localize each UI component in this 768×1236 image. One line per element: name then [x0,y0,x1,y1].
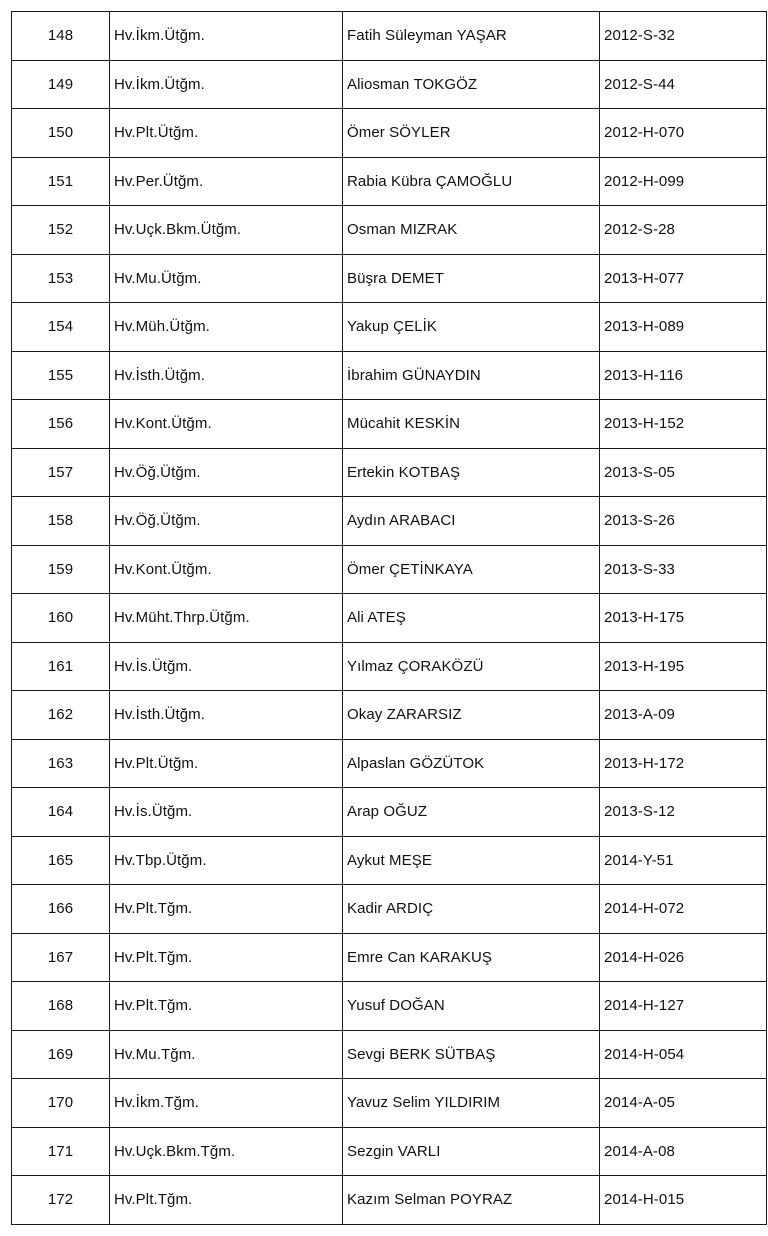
registry-code-cell: 2014-Y-51 [600,836,767,885]
row-number-cell: 165 [12,836,110,885]
full-name-cell: Ömer ÇETİNKAYA [343,545,600,594]
rank-cell: Hv.Uçk.Bkm.Ütğm. [110,206,343,255]
full-name-cell: Yavuz Selim YILDIRIM [343,1079,600,1128]
row-number-cell: 161 [12,642,110,691]
personnel-table [11,11,767,1225]
rank-cell: Hv.Öğ.Ütğm. [110,497,343,546]
rank-cell: Hv.İkm.Ütğm. [110,12,343,61]
row-number-cell: 152 [12,206,110,255]
registry-code-cell: 2013-H-175 [600,594,767,643]
row-number-cell: 167 [12,933,110,982]
rank-cell: Hv.Tbp.Ütğm. [110,836,343,885]
full-name-cell: Osman MIZRAK [343,206,600,255]
table-row [12,157,767,206]
table-row [12,885,767,934]
registry-code-cell: 2014-H-054 [600,1030,767,1079]
row-number-cell: 171 [12,1127,110,1176]
registry-code-cell: 2013-S-05 [600,448,767,497]
rank-cell: Hv.Plt.Tğm. [110,1176,343,1225]
full-name-cell: Aykut MEŞE [343,836,600,885]
full-name-cell: Büşra DEMET [343,254,600,303]
full-name-cell: Alpaslan GÖZÜTOK [343,739,600,788]
rank-cell: Hv.İkm.Ütğm. [110,60,343,109]
row-number-cell: 155 [12,351,110,400]
row-number-cell: 148 [12,12,110,61]
row-number-cell: 160 [12,594,110,643]
rank-cell: Hv.Müh.Ütğm. [110,303,343,352]
registry-code-cell: 2014-A-05 [600,1079,767,1128]
registry-code-cell: 2013-H-116 [600,351,767,400]
registry-code-cell: 2013-H-077 [600,254,767,303]
table-row [12,254,767,303]
registry-code-cell: 2012-S-44 [600,60,767,109]
full-name-cell: İbrahim GÜNAYDIN [343,351,600,400]
table-row [12,691,767,740]
table-row [12,982,767,1031]
registry-code-cell: 2013-S-26 [600,497,767,546]
table-row [12,1030,767,1079]
registry-code-cell: 2014-A-08 [600,1127,767,1176]
full-name-cell: Aliosman TOKGÖZ [343,60,600,109]
rank-cell: Hv.Plt.Ütğm. [110,739,343,788]
row-number-cell: 172 [12,1176,110,1225]
rank-cell: Hv.Kont.Ütğm. [110,545,343,594]
table-row [12,206,767,255]
row-number-cell: 149 [12,60,110,109]
registry-code-cell: 2013-A-09 [600,691,767,740]
registry-code-cell: 2013-H-152 [600,400,767,449]
rank-cell: Hv.Mu.Tğm. [110,1030,343,1079]
registry-code-cell: 2013-H-089 [600,303,767,352]
full-name-cell: Rabia Kübra ÇAMOĞLU [343,157,600,206]
rank-cell: Hv.İs.Ütğm. [110,642,343,691]
table-row [12,109,767,158]
registry-code-cell: 2014-H-026 [600,933,767,982]
rank-cell: Hv.İsth.Ütğm. [110,691,343,740]
table-row [12,594,767,643]
rank-cell: Hv.Plt.Ütğm. [110,109,343,158]
rank-cell: Hv.Per.Ütğm. [110,157,343,206]
table-row [12,351,767,400]
personnel-table-body [12,12,767,1225]
registry-code-cell: 2013-S-12 [600,788,767,837]
row-number-cell: 164 [12,788,110,837]
row-number-cell: 156 [12,400,110,449]
table-row [12,788,767,837]
registry-code-cell: 2012-H-099 [600,157,767,206]
row-number-cell: 158 [12,497,110,546]
full-name-cell: Arap OĞUZ [343,788,600,837]
full-name-cell: Yılmaz ÇORAKÖZÜ [343,642,600,691]
full-name-cell: Okay ZARARSIZ [343,691,600,740]
rank-cell: Hv.Öğ.Ütğm. [110,448,343,497]
table-row [12,303,767,352]
registry-code-cell: 2012-S-32 [600,12,767,61]
row-number-cell: 153 [12,254,110,303]
table-row [12,60,767,109]
full-name-cell: Ömer SÖYLER [343,109,600,158]
rank-cell: Hv.Uçk.Bkm.Tğm. [110,1127,343,1176]
rank-cell: Hv.İs.Ütğm. [110,788,343,837]
full-name-cell: Kadir ARDIÇ [343,885,600,934]
full-name-cell: Sevgi BERK SÜTBAŞ [343,1030,600,1079]
full-name-cell: Yusuf DOĞAN [343,982,600,1031]
rank-cell: Hv.Kont.Ütğm. [110,400,343,449]
row-number-cell: 163 [12,739,110,788]
row-number-cell: 168 [12,982,110,1031]
full-name-cell: Mücahit KESKİN [343,400,600,449]
registry-code-cell: 2012-S-28 [600,206,767,255]
full-name-cell: Sezgin VARLI [343,1127,600,1176]
table-row [12,836,767,885]
row-number-cell: 169 [12,1030,110,1079]
rank-cell: Hv.İsth.Ütğm. [110,351,343,400]
full-name-cell: Aydın ARABACI [343,497,600,546]
row-number-cell: 154 [12,303,110,352]
row-number-cell: 150 [12,109,110,158]
full-name-cell: Emre Can KARAKUŞ [343,933,600,982]
row-number-cell: 151 [12,157,110,206]
full-name-cell: Ali ATEŞ [343,594,600,643]
table-row [12,739,767,788]
rank-cell: Hv.Müht.Thrp.Ütğm. [110,594,343,643]
table-row [12,545,767,594]
rank-cell: Hv.İkm.Tğm. [110,1079,343,1128]
table-row [12,1079,767,1128]
table-row [12,12,767,61]
table-row [12,400,767,449]
rank-cell: Hv.Mu.Ütğm. [110,254,343,303]
roster-page [11,11,752,1225]
table-row [12,1176,767,1225]
full-name-cell: Yakup ÇELİK [343,303,600,352]
row-number-cell: 159 [12,545,110,594]
full-name-cell: Kazım Selman POYRAZ [343,1176,600,1225]
rank-cell: Hv.Plt.Tğm. [110,982,343,1031]
registry-code-cell: 2013-H-172 [600,739,767,788]
registry-code-cell: 2014-H-127 [600,982,767,1031]
table-row [12,933,767,982]
rank-cell: Hv.Plt.Tğm. [110,885,343,934]
table-row [12,497,767,546]
row-number-cell: 170 [12,1079,110,1128]
registry-code-cell: 2012-H-070 [600,109,767,158]
table-row [12,642,767,691]
registry-code-cell: 2014-H-072 [600,885,767,934]
row-number-cell: 157 [12,448,110,497]
rank-cell: Hv.Plt.Tğm. [110,933,343,982]
table-row [12,448,767,497]
full-name-cell: Ertekin KOTBAŞ [343,448,600,497]
table-row [12,1127,767,1176]
full-name-cell: Fatih Süleyman YAŞAR [343,12,600,61]
registry-code-cell: 2013-H-195 [600,642,767,691]
row-number-cell: 166 [12,885,110,934]
row-number-cell: 162 [12,691,110,740]
registry-code-cell: 2014-H-015 [600,1176,767,1225]
registry-code-cell: 2013-S-33 [600,545,767,594]
